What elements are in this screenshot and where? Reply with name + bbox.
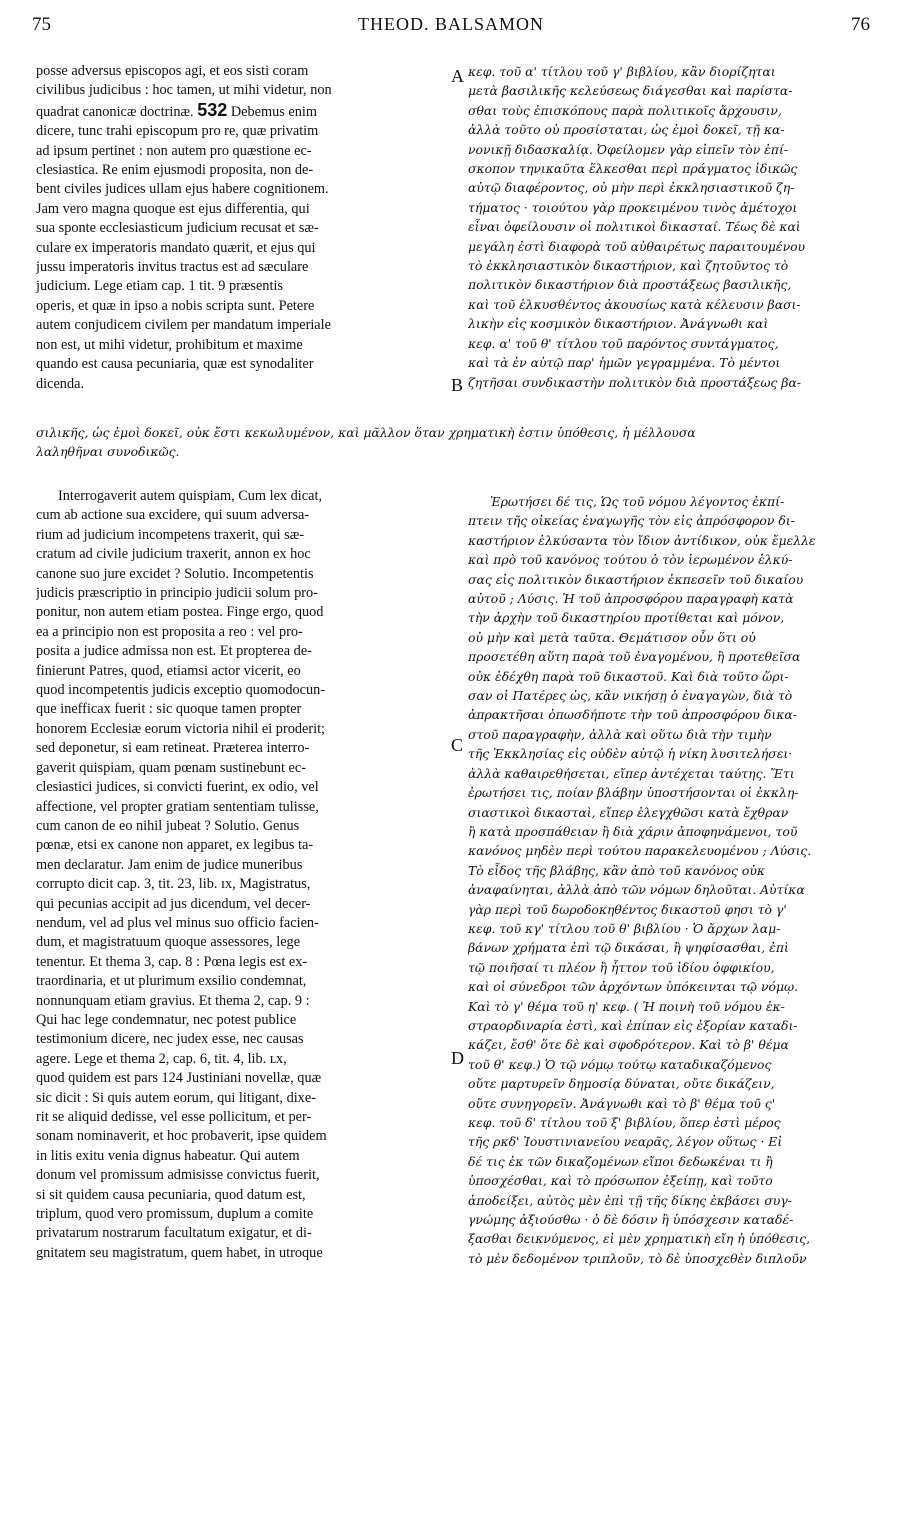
- text-line: clesiastica. Re enim ejusmodi proposita, non de-: [36, 162, 314, 179]
- text-line: εἶναι ὀφείλουσιν οἱ πολιτικοὶ δικασταί. Τέως δὲ καὶ: [468, 219, 801, 235]
- text-line: cum canon de eo nihil jubeat ? Solutio. Genus: [36, 817, 300, 834]
- text-line: ἀλλὰ τοῦτο οὐ προσίσταται, ὡς ἐμοὶ δοκεῖ, τῇ κα-: [468, 122, 785, 138]
- text-line: [36, 101, 446, 122]
- text-line: τὸ μὲν δεδομένον τριπλοῦν, τὸ δὲ ὑποσχεθὲν διπλοῦν: [468, 1250, 807, 1266]
- text-line: σιαστικοὶ δικασταὶ, εἴπερ ἐλεγχθῶσι κατὰ ἔχθραν: [468, 804, 789, 820]
- text-line: sic dicit : Si quis autem eorum, qui litigant, dixe-: [36, 1089, 316, 1106]
- text-line: dicenda.: [36, 375, 85, 392]
- text-line: Interrogaverit autem quispiam, Cum lex dicat,: [58, 488, 323, 504]
- text-line: Qui hac lege condemnatur, nec potest publice: [36, 1011, 297, 1028]
- text-line: Τὸ εἶδος τῆς βλάβης, κἂν ἀπὸ τοῦ κανόνος οὐκ: [468, 862, 766, 878]
- text-line: τῆς ρκδ' Ἰουστινιανείου νεαρᾶς, λέγον οὕτως · Εἰ: [468, 1134, 783, 1150]
- running-title: THEOD. BALSAMON: [358, 14, 544, 34]
- text-line: κεφ. α' τοῦ θ' τίτλου τοῦ παρόντος συντάγματος,: [468, 335, 779, 351]
- text-line: καὶ τὰ ἐν αὐτῷ παρ' ἡμῶν γεγραμμένα. Τὸ μέντοι: [468, 355, 781, 371]
- text-line: quod incompetentis judicis exceptio quomodocun-: [36, 682, 326, 699]
- text-line: agere. Lege et thema 2, cap. 6, tit. 4, lib. ʟx,: [36, 1050, 287, 1067]
- latin-column-top: [36, 62, 446, 394]
- page-number-left: 75: [32, 14, 51, 35]
- text-line: Jam vero magna quoque est ejus differentia, qui: [36, 200, 310, 217]
- text-line: posita a judice admissa non est. Et propterea de-: [36, 643, 312, 660]
- text-line: sua sponte ecclesiasticum judicium recusat et sæ-: [36, 220, 319, 237]
- text-line: triplum, quod vero promissum, duplum a comite: [36, 1206, 314, 1223]
- greek-column-top: [468, 62, 868, 392]
- margin-marker-d: D: [451, 1048, 464, 1068]
- text-line: σαν οἱ Πατέρες ὡς, κἂν νικήσῃ ὁ ἐναγαγὼν, διὰ τὸ: [468, 688, 793, 704]
- text-line: ἀπρακτῆσαι ὁπωσδήποτε τὴν τοῦ ἀπροσφόρου δικα-: [468, 707, 797, 723]
- text-line: rium ad judicium incompetens traxerit, qui sæ-: [36, 526, 305, 543]
- margin-marker-a: A: [451, 66, 464, 86]
- text-line: σθαι τοὺς ἐπισκόπους παρὰ πολιτικοῖς ἄρχουσιν,: [468, 102, 782, 118]
- text-line: καστήριον ἑλκύσαντα τὸν ἴδιον ἀντίδικον, οὐκ ἔμελλε: [468, 532, 816, 548]
- text-line: ζητῆσαι συνδικαστὴν πολιτικὸν διὰ προστάξεως βα-: [468, 374, 802, 390]
- text-line: ἀποδείξει, αὐτὸς μὲν ἐπὶ τῇ τῆς δίκης ἐκβάσει συγ-: [468, 1192, 792, 1208]
- text-line: sed deponetur, si eam retineat. Præterea interro-: [36, 740, 310, 757]
- text-line: privatarum nostrarum facultatum exigatur, et di-: [36, 1225, 312, 1242]
- text-line: rit se aliquid dedisse, vel esse pollicitum, et per-: [36, 1109, 312, 1125]
- text-line: αὐτῷ διαφέροντος, οὐ μὴν περὶ ἐκκλησιαστικοῦ ζη-: [468, 180, 795, 196]
- text-line: bent civiles judices ullam ejus habere cognitionem.: [36, 181, 329, 198]
- text-line: traordinaria, et ut plurimum exsilio condemnat,: [36, 973, 307, 990]
- text-line: κεφ. τοῦ δ' τίτλου τοῦ ξ' βιβλίου, ὅπερ ἐστὶ μέρος: [468, 1115, 781, 1130]
- text-line: τὴν ἀρχὴν τοῦ δικαστηρίου προτίθεται καὶ μόνον,: [468, 610, 785, 626]
- margin-marker-c: C: [451, 735, 464, 755]
- text-line-part: quadrat canonicæ doctrinæ.: [36, 103, 194, 120]
- text-line: gaverit quispiam, quam pœnam sustinebunt ec-: [36, 759, 306, 776]
- text-line: quando est causa pecuniaria, quæ est synodaliter: [36, 356, 314, 373]
- text-line: οὔτε μαρτυρεῖν δημοσίᾳ δύναται, οὔτε δικάζειν,: [468, 1076, 775, 1092]
- text-line: καὶ πρὸ τοῦ κανόνος τούτου ὁ τὸν ἱερωμένον ἑλκύ-: [468, 552, 793, 568]
- text-line: ponitur, non autem etiam postea. Finge ergo, quod: [36, 604, 324, 621]
- running-header: [28, 14, 874, 38]
- text-line: καὶ οἱ σύνεδροι τῶν ἀρχόντων ὑπόκεινται τῷ νόμῳ.: [468, 979, 799, 995]
- text-line: κεφ. τοῦ α' τίτλου τοῦ γ' βιβλίου, κἂν διορίζηται: [468, 64, 776, 79]
- text-line: ea a principio non est proposita a reo : vel pro-: [36, 623, 303, 640]
- text-line: que inefficax fuerit : sic quoque tamen propter: [36, 701, 302, 718]
- text-line: γνώμης ἀξιούσθω · ὁ δὲ δόσιν ἢ ὑπόσχεσιν καταδέ-: [468, 1212, 794, 1228]
- text-line: affectione, vel propter gratiam sententiam tulisse,: [36, 798, 319, 815]
- text-line-part: Debemus enim: [230, 103, 317, 120]
- text-line: ξασθαι δεικνύμενος, εἰ μὲν χρηματικὴ εἴη ἡ ὑπόθεσις,: [468, 1231, 811, 1247]
- text-line: judicis præscriptio in principio judicii solum pro-: [36, 585, 318, 602]
- text-line: στοῦ παραγραφὴν, ἀλλὰ καὶ οὕτω διὰ τὴν τιμὴν: [468, 726, 772, 742]
- text-line: posse adversus episcopos agi, et eos sisti coram: [36, 63, 309, 79]
- text-line: dicere, tunc trahi episcopum pro re, quæ privatim: [36, 123, 319, 140]
- greek-column-bottom: [468, 492, 868, 1268]
- text-line: autem conjudicem civilem per mandatum imperiale: [36, 317, 331, 334]
- text-line: προσετέθη αὕτη παρὰ τοῦ ἐναγομένου, ἢ προτεθεῖσα: [468, 649, 801, 665]
- text-line: Καὶ τὸ γ' θέμα τοῦ η' κεφ. ( Ἡ ποινὴ τοῦ νόμου ἐκ-: [468, 998, 785, 1014]
- greek-spanning-text: [36, 423, 868, 462]
- text-line: ὑποσχέσθαι, καὶ τὸ πρόσωπον ἐξείπῃ, καὶ τοῦτο: [468, 1173, 773, 1189]
- text-line: κεφ. τοῦ κγ' τίτλου τοῦ θ' βιβλίου · Ὁ ἄρχων λαμ-: [468, 920, 781, 936]
- text-line: clesiastici judices, si convicti fuerint, ex odio, vel: [36, 779, 319, 796]
- text-line: τῷ ποιῆσαί τι πλέον ἢ ἧττον τοῦ ἰδίου ὀφφικίου,: [468, 959, 775, 975]
- text-line: qui pecunias accipit ad jus dicendum, vel decer-: [36, 895, 311, 912]
- text-line: si sit quidem causa pecuniaria, quod datum est,: [36, 1186, 306, 1203]
- text-line: πτειν τῆς οἰκείας ἐναγωγῆς τὸν εἰς ἀπρόσφορον δι-: [468, 513, 795, 529]
- margin-marker-b: B: [451, 375, 464, 395]
- text-line: tenentur. Et thema 3, cap. 8 : Pœna legis est ex-: [36, 953, 308, 970]
- text-line: corrupto dicit cap. 3, tit. 23, lib. ıx, Magistratus,: [36, 876, 311, 893]
- text-line: στραορδιναρία ἐστὶ, καὶ ἐπίπαν εἰς ἐξορίαν καταδι-: [468, 1017, 798, 1033]
- text-line: γὰρ περὶ τοῦ δωροδοκηθέντος δικαστοῦ φησι τὸ γ': [468, 901, 787, 917]
- text-line: quod quidem est pars 124 Justiniani novellæ, quæ: [36, 1070, 322, 1087]
- text-line: gnitatem seu magistratum, quem habet, in utroque: [36, 1244, 323, 1261]
- text-line: operis, et quæ in ipso a nobis scripta sunt. Petere: [36, 297, 315, 314]
- text-line: καὶ τοῦ ἑλκυσθέντος ἀκουσίως κατὰ κέλευσιν βασι-: [468, 296, 801, 312]
- text-line: men declaratur. Jam enim de judice muneribus: [36, 856, 303, 873]
- text-line: culare ex imperatoris mandato quærit, et ejus qui: [36, 239, 316, 256]
- text-line: μεγάλη ἐστὶ διαφορὰ τοῦ αὐθαιρέτως παραιτουμένου: [468, 238, 806, 254]
- text-line: σιλικῆς, ὡς ἐμοὶ δοκεῖ, οὐκ ἔστι κεκωλυμένον, καὶ μᾶλλον ὅταν χρηματικὴ ἐστιν ὑπόθεσις, ἡ μέλλουσα: [36, 425, 696, 440]
- text-line: civilibus judicibus : hoc tamen, ut mihi videtur, non: [36, 82, 332, 99]
- text-line: judicium. Lege etiam cap. 1 tit. 9 præsentis: [36, 278, 283, 295]
- text-line: νονικῇ διδασκαλίᾳ. Ὀφείλομεν γὰρ εἰπεῖν τὸν ἐπί-: [468, 141, 788, 157]
- text-line: ἢ κατὰ προσπάθειαν ἢ διὰ χάριν ἀποφηνάμενοι, τοῦ: [468, 823, 798, 839]
- text-line: non est, ut mihi videtur, prohibitum et maxime: [36, 336, 303, 353]
- text-line: testimonium dicere, nec judex esse, nec causas: [36, 1031, 304, 1048]
- text-line: dum, et magistratuum quoque assessores, lege: [36, 934, 301, 951]
- text-line: δέ τις ἐκ τῶν δικαζομένων εἴποι δεδωκέναι τι ἢ: [468, 1153, 773, 1169]
- text-line: ad ipsum pertinet : non autem pro quæstione ec-: [36, 142, 312, 159]
- text-line: pœnæ, etsi ex canone non apparet, ex legibus ta-: [36, 837, 314, 854]
- text-line: σας εἰς πολιτικὸν δικαστήριον ἐκπεσεῖν τοῦ δικαίου: [468, 571, 804, 587]
- column-number: 532: [197, 100, 228, 120]
- text-line: finierunt Patres, quod, etiamsi actor vicerit, eo: [36, 662, 301, 679]
- text-line: μετὰ βασιλικῆς κελεύσεως διάγεσθαι καὶ παρίστα-: [468, 83, 793, 99]
- text-line: λικὴν εἰς κοσμικὸν δικαστήριον. Ἀνάγνωθι καὶ: [468, 316, 769, 332]
- text-line: τῆς Ἐκκλησίας εἰς οὐδὲν αὐτῷ ἡ νίκη λυσιτελήσει·: [468, 746, 793, 762]
- text-line: πολιτικὸν δικαστήριον διὰ προστάξεως βασιλικῆς,: [468, 277, 792, 293]
- text-line: honorem Ecclesiæ eorum victoria nihil ei proderit;: [36, 720, 326, 737]
- text-line: οὔτε συνηγορεῖν. Ἀνάγνωθι καὶ τὸ β' θέμα τοῦ ς': [468, 1095, 776, 1111]
- page-number-right: 76: [851, 14, 870, 35]
- text-line: nonnunquam etiam gravius. Et thema 2, cap. 9 :: [36, 992, 310, 1009]
- text-line: κάζει, ἔσθ' ὅτε δὲ καὶ σφοδρότερον. Καὶ τὸ β' θέμα: [468, 1037, 789, 1053]
- text-line: cum ab actione sua excidere, qui suum adversa-: [36, 507, 310, 524]
- text-line: οὐκ ἐδέχθη παρὰ τοῦ δικαστοῦ. Καὶ διὰ τοῦτο ὥρι-: [468, 668, 789, 684]
- text-line: jussu imperatoris invitus tractus est ad sæculare: [36, 259, 309, 276]
- text-line: donum vel promissum admisisse convictus fuerit,: [36, 1167, 320, 1184]
- text-line: βάνων χρήματα ἐπὶ τῷ δικάσαι, ἢ ψηφίσασθαι, ἐπὶ: [468, 940, 789, 956]
- text-line: nendum, vel ad plus vel minus suo officio facien-: [36, 914, 319, 931]
- text-line: in litis exitu venia dignus habeatur. Qui autem: [36, 1147, 300, 1164]
- text-line: ἀλλὰ καθαιρεθήσεται, εἴπερ ἀντέχεται ταύτης. Ἔτι: [468, 765, 795, 781]
- latin-column-bottom: [36, 487, 446, 1263]
- text-line: ἐρωτήσει τις, ποίαν βλάβην ὑποστήσονται οἱ ἐκκλη-: [468, 785, 799, 801]
- text-line: σκοπον τηνικαῦτα ἕλκεσθαι περὶ πράγματος ἰδικῶς: [468, 161, 798, 177]
- text-line: ἀναφαίνηται, ἀλλὰ ἀπὸ τῶν νόμων δηλοῦται. Αὐτίκα: [468, 882, 805, 898]
- text-line: τήματος · τοιούτου γὰρ προκειμένου τινὸς ἀμέτοχοι: [468, 199, 798, 215]
- text-line: αὐτοῦ ; Λύσις. Ἡ τοῦ ἀπροσφόρου παραγραφὴ κατὰ: [468, 591, 794, 607]
- text-line: sonam nominaverit, et hoc probaverit, ipse quidem: [36, 1128, 327, 1145]
- text-line: οὐ μὴν καὶ μετὰ ταῦτα. Θεμάτισον οὖν ὅτι οὐ: [468, 629, 756, 645]
- text-line: Ἐρωτήσει δέ τις, Ὡς τοῦ νόμου λέγοντος ἐκπί-: [490, 494, 785, 509]
- text-line: λαληθῆναι συνοδικῶς.: [36, 444, 180, 460]
- text-line: τὸ ἐκκλησιαστικὸν δικαστήριον, καὶ ζητοῦντος τὸ: [468, 258, 789, 274]
- text-line: κανόνος μηδὲν περὶ τούτου παρακελευομένου ; Λύσις.: [468, 843, 812, 859]
- text-line: τοῦ θ' κεφ.) Ὁ τῷ νόμῳ τούτῳ καταδικαζόμενος: [468, 1056, 772, 1072]
- text-line: cratum ad civile judicium traxerit, annon ex hoc: [36, 546, 311, 563]
- text-line: canone suo jure excidet ? Solutio. Incompetentis: [36, 565, 314, 582]
